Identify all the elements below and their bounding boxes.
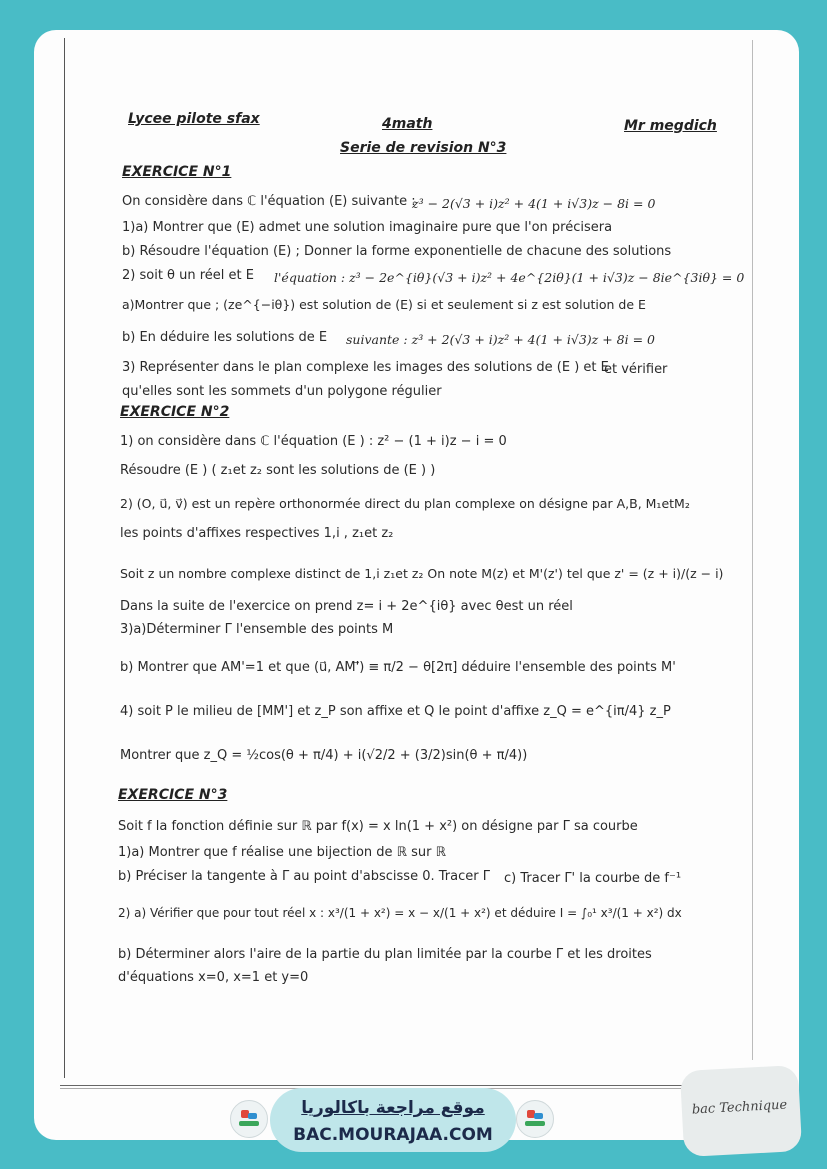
footer-arabic-title: موقع مراجعة باكالوريا bbox=[301, 1098, 485, 1118]
ex2-line-7: b) Montrer que AM'=1 et que (u⃗, AM'⃗) ≡ π/2 − θ[2π] déduire l'ensemble des points M' bbox=[120, 660, 676, 675]
ex1-line-0: On considère dans ℂ l'équation (E) suivante : bbox=[122, 194, 416, 209]
ex1-line-3: b) Résoudre l'équation (E) ; Donner la forme exponentielle de chacune des solutions bbox=[122, 244, 672, 259]
ex1-line-8: suivante : z³ + 2(√3 + i)z² + 4(1 + i√3)z + 8i = 0 bbox=[346, 332, 656, 347]
bottom-line bbox=[60, 1085, 760, 1086]
ex1-line-7: b) En déduire les solutions de E bbox=[122, 330, 328, 345]
stamp-text: bac Technique bbox=[691, 1097, 788, 1118]
series-title: Serie de revision N°3 bbox=[340, 140, 507, 156]
ex1-line-6: a)Montrer que ; (ze^{−iθ}) est solution de (E) si et seulement si z est solution de E bbox=[122, 297, 646, 312]
ex3-line-4: 2) a) Vérifier que pour tout réel x : x³/(1 + x²) = x − x/(1 + x²) et déduire I = ∫₀¹ x³/(1 + x²) dx bbox=[118, 906, 682, 920]
right-logo-icon bbox=[516, 1100, 554, 1138]
bac-technique-stamp bbox=[680, 1065, 802, 1157]
ex3-line-0: Soit f la fonction définie sur ℝ par f(x) = x ln(1 + x²) on désigne par Γ sa courbe bbox=[118, 819, 638, 834]
ex3-line-1: 1)a) Montrer que f réalise une bijection de ℝ sur ℝ bbox=[118, 845, 446, 860]
ex3-line-6: d'équations x=0, x=1 et y=0 bbox=[118, 970, 309, 985]
margin-line bbox=[64, 38, 65, 1078]
ex2-line-0: 1) on considère dans ℂ l'équation (E ) : z² − (1 + i)z − i = 0 bbox=[120, 434, 507, 449]
ex1-line-11: qu'elles sont les sommets d'un polygone régulier bbox=[122, 384, 442, 399]
ex3-line-5: b) Déterminer alors l'aire de la partie du plan limitée par la courbe Γ et les droites bbox=[118, 947, 652, 962]
left-logo-icon bbox=[230, 1100, 268, 1138]
ex3-line-3: c) Tracer Γ' la courbe de f⁻¹ bbox=[504, 871, 682, 886]
ex2-line-1: Résoudre (E ) ( z₁et z₂ sont les solutions de (E ) ) bbox=[120, 463, 436, 478]
footer-url-link[interactable]: BAC.MOURAJAA.COM bbox=[293, 1125, 493, 1145]
ex1-line-2: 1)a) Montrer que (E) admet une solution imaginaire pure que l'on précisera bbox=[122, 220, 613, 235]
grade-label: 4math bbox=[382, 116, 433, 132]
exercise-2-title: EXERCICE N°2 bbox=[120, 404, 230, 420]
ex3-line-2: b) Préciser la tangente à Γ au point d'abscisse 0. Tracer Γ bbox=[118, 869, 490, 884]
ex2-line-6: 3)a)Déterminer Γ l'ensemble des points M bbox=[120, 622, 394, 637]
right-margin-line bbox=[752, 40, 753, 1060]
ex2-line-4: Soit z un nombre complexe distinct de 1,i z₁et z₂ On note M(z) et M'(z') tel que z' = (z + i)/(z − i) bbox=[120, 566, 724, 581]
ex1-line-4: 2) soit θ un réel et E bbox=[122, 268, 254, 283]
footer-banner[interactable] bbox=[270, 1088, 516, 1152]
ex1-line-9: 3) Représenter dans le plan complexe les images des solutions de (E ) et E bbox=[122, 360, 609, 375]
ex1-line-5: l'équation : z³ − 2e^{iθ}(√3 + i)z² + 4e^{2iθ}(1 + i√3)z − 8ie^{3iθ} = 0 bbox=[274, 270, 745, 285]
exercise-1-title: EXERCICE N°1 bbox=[122, 164, 232, 180]
exercise-3-title: EXERCICE N°3 bbox=[118, 787, 228, 803]
ex1-equation: z³ − 2(√3 + i)z² + 4(1 + i√3)z − 8i = 0 bbox=[412, 196, 656, 211]
ex2-line-3: les points d'affixes respectives 1,i , z₁et z₂ bbox=[120, 526, 394, 541]
ex2-line-9: Montrer que z_Q = ½cos(θ + π/4) + i(√2/2 + (3/2)sin(θ + π/4)) bbox=[120, 748, 528, 763]
ex2-line-5: Dans la suite de l'exercice on prend z= i + 2e^{iθ} avec θest un réel bbox=[120, 599, 573, 614]
teacher-name: Mr megdich bbox=[624, 118, 717, 134]
ex2-line-2: 2) (O, u⃗, v⃗) est un repère orthonormée direct du plan complexe on désigne par A,B, M₁etM₂ bbox=[120, 496, 690, 511]
ex2-line-8: 4) soit P le milieu de [MM'] et z_P son affixe et Q le point d'affixe z_Q = e^{iπ/4} z_P bbox=[120, 704, 671, 719]
school-name: Lycee pilote sfax bbox=[128, 111, 260, 127]
ex1-line-10: et vérifier bbox=[604, 362, 668, 377]
